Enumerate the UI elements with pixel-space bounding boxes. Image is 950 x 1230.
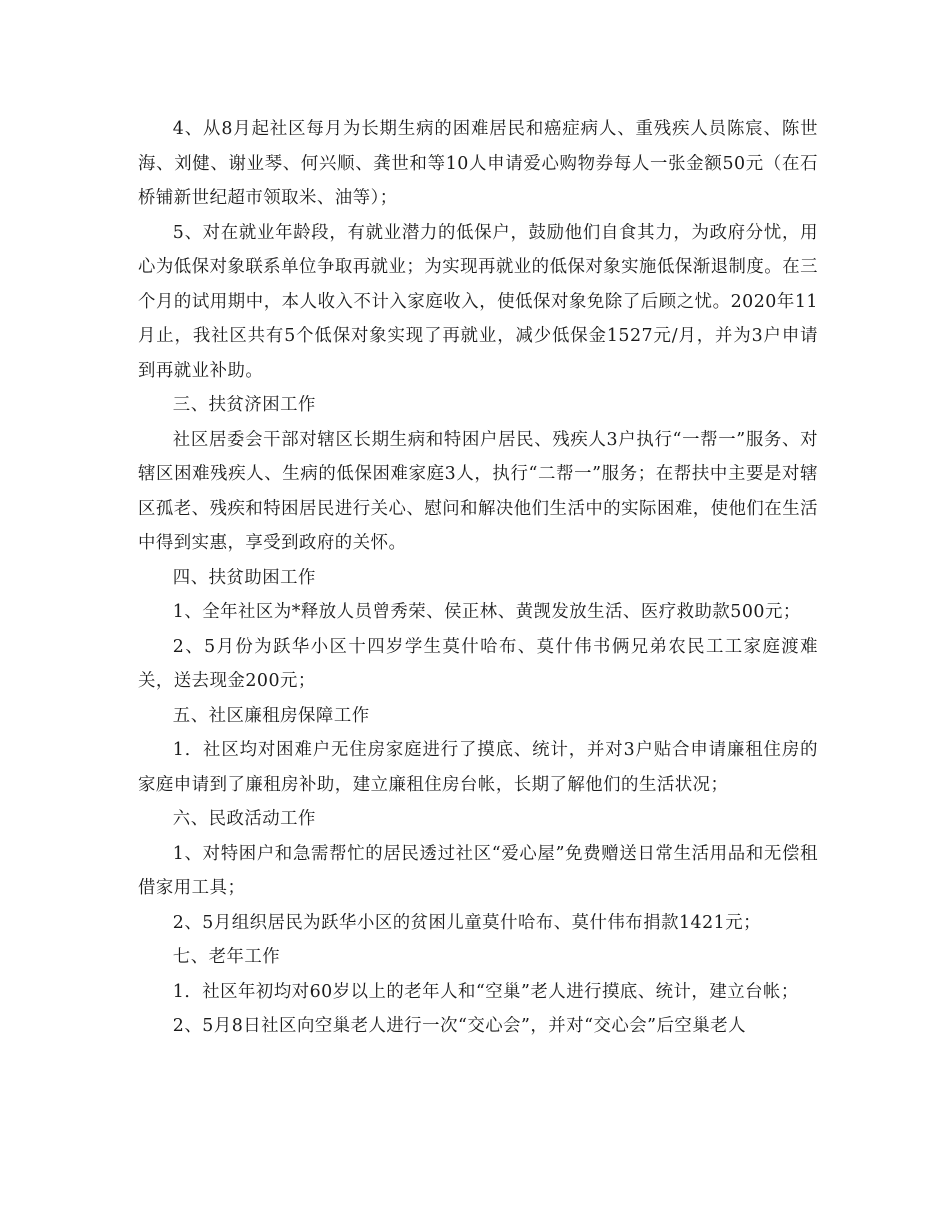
paragraph-civil-2: 2、5月组织居民为跃华小区的贫困儿童莫什哈布、莫什伟布捐款1421元； — [172, 912, 762, 933]
paragraph-housing-1: 1．社区均对困难户无住房家庭进行了摸底、统计，并对3户贴合申请廉租住房的家庭申请到了廉租房补助，建立廉租住房台帐，长期了解他们的生活状况； — [138, 740, 818, 795]
section-heading-7: 七、老年工作 — [172, 947, 281, 967]
section-heading-4: 四、扶贫助困工作 — [172, 567, 316, 588]
paragraph-elderly-2: 2、5月8日社区向空巢老人进行一次“交心会”，并对“交心会”后空巢老人 — [172, 1016, 746, 1036]
paragraph-aid-2: 2、5月份为跃华小区十四岁学生莫什哈布、莫什伟书俩兄弟农民工工家庭渡难关，送去现金200元； — [138, 636, 818, 691]
paragraph-item-4: 4、从8月起社区每月为长期生病的困难居民和癌症病人、重残疾人员陈宸、陈世海、刘健、谢业琴、何兴顺、龚世和等10人申请爱心购物券每人一张金额50元（在石桥铺新世纪超市领取米、油等）； — [138, 119, 818, 208]
paragraph-poverty-relief: 社区居委会干部对辖区长期生病和特困户居民、残疾人3户执行“一帮一”服务、对辖区困难残疾人、生病的低保困难家庭3人，执行“二帮一”服务；在帮扶中主要是对辖区孤老、残疾和特困居民进行关心、慰问和解决他们生活中的实际困难，使他们在生活中得到实惠，享受到政府的关怀。 — [138, 429, 818, 553]
paragraph-item-5: 5、对在就业年龄段，有就业潜力的低保户，鼓励他们自食其力，为政府分忧，用心为低保对象联系单位争取再就业；为实现再就业的低保对象实施低保渐退制度。在三个月的试用期中，本人收入不计入家庭收入，使低保对象免除了后顾之忧。2020年11月止，我社区共有5个低保对象实现了再就业，减少低保金1527元/月，并为3户申请到再就业补助。 — [138, 222, 818, 381]
section-heading-6: 六、民政活动工作 — [172, 809, 316, 829]
paragraph-civil-1: 1、对特困户和急需帮忙的居民透过社区“爱心屋”免费赠送日常生活用品和无偿租借家用工具； — [138, 843, 818, 898]
document-body — [138, 112, 818, 1044]
section-heading-5: 五、社区廉租房保障工作 — [172, 705, 370, 726]
section-heading-3: 三、扶贫济困工作 — [172, 395, 316, 415]
paragraph-aid-1: 1、全年社区为*释放人员曾秀荣、侯正林、黄觊发放生活、医疗救助款500元； — [172, 602, 801, 622]
paragraph-elderly-1: 1．社区年初均对60岁以上的老年人和“空巢”老人进行摸底、统计，建立台帐； — [172, 981, 799, 1002]
